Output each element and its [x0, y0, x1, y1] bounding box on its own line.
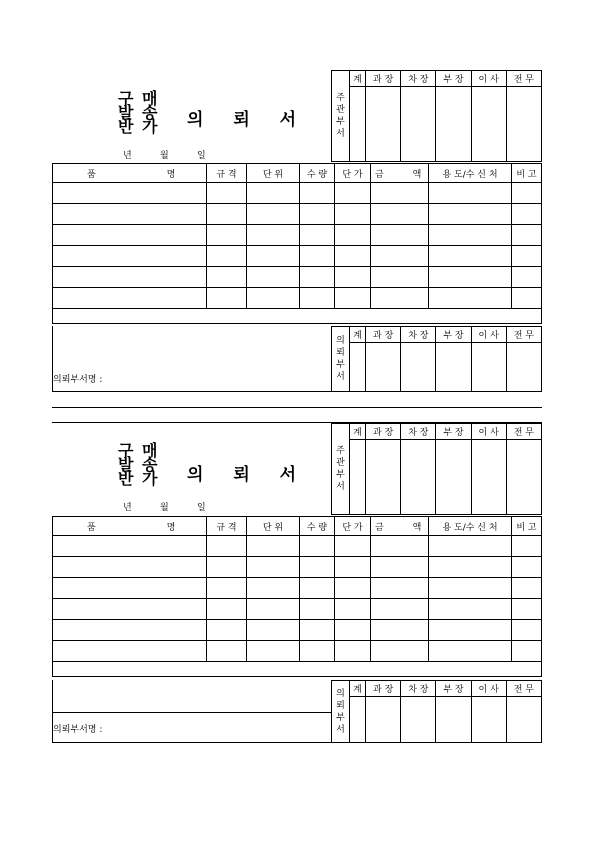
sign-box[interactable]	[436, 697, 471, 743]
requesting-dept-label: 의뢰부서명 :	[53, 375, 103, 385]
header-usage: 용 도/수 신 처	[429, 164, 512, 183]
sign-box[interactable]	[350, 697, 366, 743]
approval-col: 계	[350, 424, 366, 440]
approval-col: 과 장	[366, 424, 401, 440]
sign-box[interactable]	[366, 697, 401, 743]
approval-col: 과 장	[366, 327, 401, 343]
sign-box[interactable]	[366, 440, 401, 515]
approval-col: 차 장	[401, 327, 436, 343]
approval-col: 전 무	[506, 71, 541, 87]
date-day: 일	[197, 503, 206, 513]
title-options-right: 매 송 가	[142, 441, 158, 488]
table-row[interactable]	[53, 225, 542, 246]
sign-box[interactable]	[366, 87, 401, 162]
sign-box[interactable]	[471, 343, 506, 392]
sign-box[interactable]	[506, 87, 541, 162]
approval-col: 부 장	[436, 327, 471, 343]
items-table	[52, 516, 542, 677]
sign-box[interactable]	[401, 697, 436, 743]
table-row[interactable]	[53, 267, 542, 288]
sign-box[interactable]	[506, 697, 541, 743]
header-usage: 용 도/수 신 처	[429, 517, 512, 536]
title-options-left: 구 발 반	[118, 441, 134, 488]
header-unit: 단 위	[247, 164, 300, 183]
approval-col: 계	[350, 681, 366, 697]
sign-box[interactable]	[506, 343, 541, 392]
approval-col: 부 장	[436, 681, 471, 697]
header-unit-price: 단 가	[335, 517, 371, 536]
approval-col: 전 무	[506, 424, 541, 440]
table-row[interactable]	[53, 246, 542, 267]
header-unit: 단 위	[247, 517, 300, 536]
bottom-divider	[52, 712, 332, 713]
header-item-name: 품 명	[53, 164, 207, 183]
approval-col: 계	[350, 327, 366, 343]
sign-box[interactable]	[436, 440, 471, 515]
sign-box[interactable]	[350, 87, 366, 162]
approval-col: 차 장	[401, 681, 436, 697]
table-row[interactable]	[53, 641, 542, 662]
sign-box[interactable]	[471, 440, 506, 515]
approval-col: 이 사	[471, 71, 506, 87]
approval-label-cell: 주 관 부 서	[332, 424, 350, 515]
table-row[interactable]	[53, 204, 542, 225]
date-month: 월	[160, 151, 169, 161]
form-title: 의 뢰 서	[187, 465, 309, 485]
header-spec: 규 격	[207, 517, 247, 536]
approval-col: 계	[350, 71, 366, 87]
approval-col: 부 장	[436, 71, 471, 87]
header-item-name: 품 명	[53, 517, 207, 536]
sign-box[interactable]	[366, 343, 401, 392]
sign-box[interactable]	[471, 87, 506, 162]
approval-label-cell: 의 뢰 부 서	[332, 681, 350, 743]
sign-box[interactable]	[471, 697, 506, 743]
approval-col: 과 장	[366, 71, 401, 87]
approval-col: 전 무	[506, 327, 541, 343]
sign-box[interactable]	[350, 440, 366, 515]
approval-col: 이 사	[471, 424, 506, 440]
header-remarks: 비 고	[512, 164, 542, 183]
approval-table-top	[331, 70, 542, 162]
date-month: 월	[160, 503, 169, 513]
sign-box[interactable]	[506, 440, 541, 515]
table-row-blank	[53, 662, 542, 677]
date-year: 년	[123, 151, 132, 161]
sign-box[interactable]	[401, 87, 436, 162]
approval-col: 이 사	[471, 327, 506, 343]
table-row-blank	[53, 309, 542, 324]
approval-col: 차 장	[401, 424, 436, 440]
header-unit-price: 단 가	[335, 164, 371, 183]
date-year: 년	[123, 503, 132, 513]
table-row[interactable]	[53, 557, 542, 578]
table-row[interactable]	[53, 288, 542, 309]
sign-box[interactable]	[401, 440, 436, 515]
approval-col: 이 사	[471, 681, 506, 697]
approval-col: 차 장	[401, 71, 436, 87]
approval-table-bottom	[331, 326, 542, 392]
table-row[interactable]	[53, 536, 542, 557]
table-row[interactable]	[53, 183, 542, 204]
table-row[interactable]	[53, 578, 542, 599]
sign-box[interactable]	[436, 343, 471, 392]
approval-label-cell: 의 뢰 부 서	[332, 327, 350, 392]
sign-box[interactable]	[436, 87, 471, 162]
sign-box[interactable]	[350, 343, 366, 392]
table-row[interactable]	[53, 599, 542, 620]
date-day: 일	[197, 151, 206, 161]
header-amount: 금 액	[371, 517, 429, 536]
approval-table-top	[331, 423, 542, 515]
title-options-right: 매 송 가	[142, 89, 158, 136]
items-table	[52, 163, 542, 324]
approval-col: 부 장	[436, 424, 471, 440]
header-remarks: 비 고	[512, 517, 542, 536]
requesting-dept-label: 의뢰부서명 :	[53, 725, 103, 735]
table-row[interactable]	[53, 620, 542, 641]
header-amount: 금 액	[371, 164, 429, 183]
form-title: 의 뢰 서	[187, 110, 309, 130]
header-spec: 규 격	[207, 164, 247, 183]
header-qty: 수 량	[300, 164, 335, 183]
header-qty: 수 량	[300, 517, 335, 536]
approval-col: 전 무	[506, 681, 541, 697]
title-options-left: 구 발 반	[118, 89, 134, 136]
cut-line	[52, 407, 542, 408]
approval-table-bottom	[331, 680, 542, 743]
approval-col: 과 장	[366, 681, 401, 697]
approval-label-cell: 주 관 부 서	[332, 71, 350, 162]
sign-box[interactable]	[401, 343, 436, 392]
